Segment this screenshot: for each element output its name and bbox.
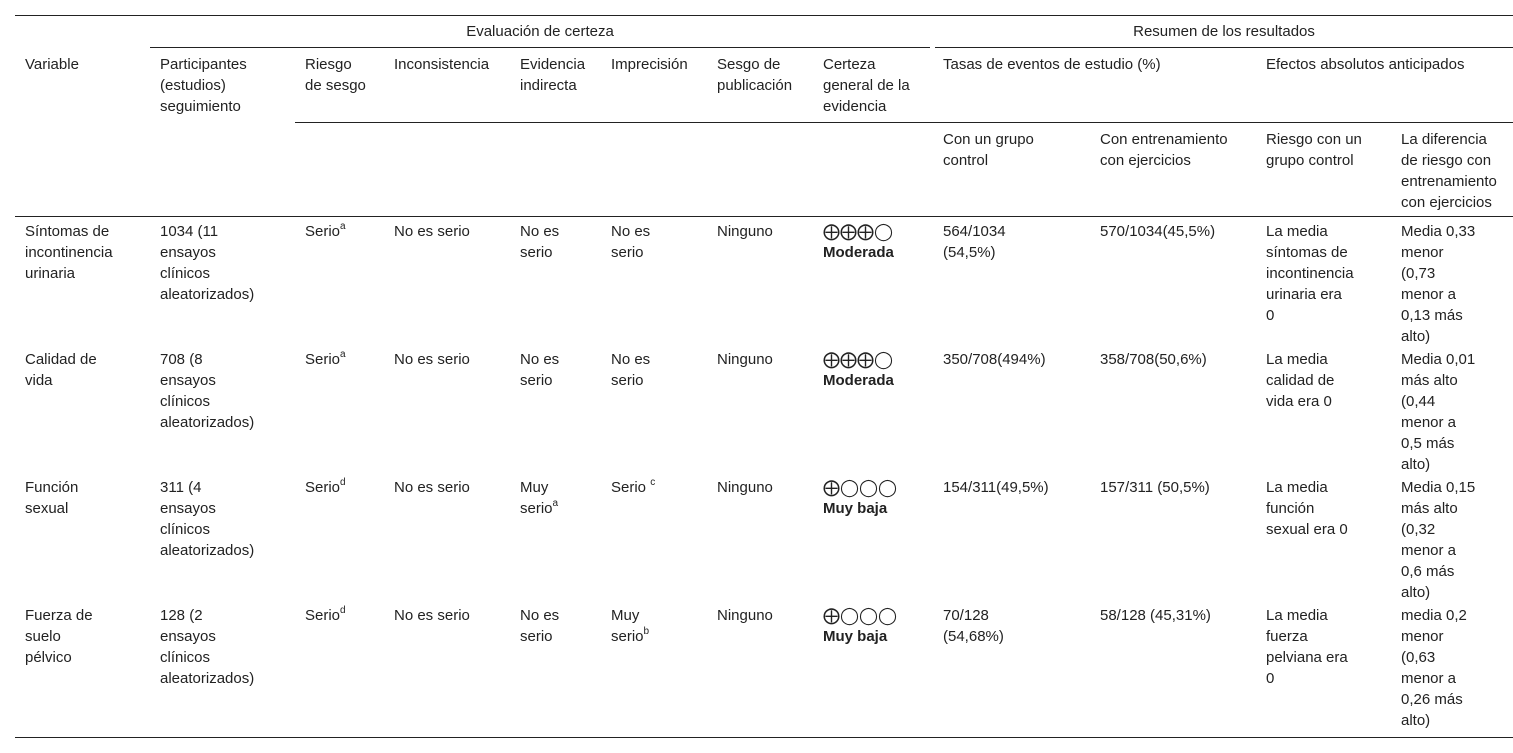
cell-indirect (520, 477, 558, 519)
cell-indirect-text: No es serio (520, 607, 560, 645)
cell-imprecision (611, 477, 655, 498)
footnote-mark: a (340, 349, 346, 360)
table-top-rule (15, 15, 1513, 16)
cell-publication-bias: Ninguno (717, 607, 773, 624)
cell-risk-control: La media fuerza pelviana era 0 (1266, 607, 1348, 687)
cell-publication-bias: Ninguno (717, 351, 773, 368)
grade-certainty-icons: ⨁⨁⨁◯ (823, 222, 894, 241)
cell-control-rate: 350/708(494%) (943, 351, 1046, 368)
grade-certainty-label: Muy baja (823, 500, 888, 517)
cell-inconsistency: No es serio (394, 351, 470, 368)
table-bottom-rule (15, 737, 1513, 738)
header-indirect-evidence: Evidencia indirecta (520, 56, 586, 94)
cell-participants: 311 (4 ensayos clínicos aleatorizados) (160, 479, 255, 559)
cell-variable: Calidad de vida (25, 351, 97, 389)
header-control-group: Con un grupo control (943, 131, 1034, 169)
header-risk-of-bias: Riesgo de sesgo (305, 56, 366, 94)
cell-indirect-text: Muy serio (520, 479, 553, 517)
cell-risk-difference: Media 0,33 menor (0,73 menor a 0,13 más alto) (1401, 223, 1476, 345)
group-underline-left (150, 47, 930, 48)
footnote-mark: a (340, 221, 346, 232)
cell-risk-of-bias (305, 605, 346, 626)
grade-certainty-label: Moderada (823, 244, 894, 261)
group-underline-right (935, 47, 1513, 48)
cell-indirect (520, 349, 559, 391)
grade-certainty-icons: ⨁⨁⨁◯ (823, 350, 894, 369)
grade-certainty-icons: ⨁◯◯◯ (823, 606, 898, 625)
header-risk-difference: La diferencia de riesgo con entrenamiento con ejercicios (1401, 131, 1497, 211)
footnote-mark: c (650, 477, 656, 488)
cell-risk-control: La media función sexual era 0 (1266, 479, 1348, 538)
cell-participants: 128 (2 ensayos clínicos aleatorizados) (160, 607, 255, 687)
cell-inconsistency: No es serio (394, 223, 470, 240)
grade-certainty-icons: ⨁◯◯◯ (823, 478, 898, 497)
cell-risk-of-bias (305, 349, 346, 370)
cell-imprecision-text: No es serio (611, 351, 651, 389)
cell-control-rate: 154/311(49,5%) (943, 479, 1049, 496)
cell-inconsistency: No es serio (394, 479, 470, 496)
cell-variable: Síntomas de incontinencia urinaria (25, 223, 113, 282)
cell-risk-of-bias (305, 221, 346, 242)
cell-imprecision (611, 349, 650, 391)
header-event-rates: Tasas de eventos de estudio (%) (943, 56, 1161, 73)
cell-inconsistency: No es serio (394, 607, 470, 624)
header-participants: Participantes (estudios) seguimiento (160, 56, 247, 115)
header-inconsistency: Inconsistencia (394, 56, 490, 73)
cell-risk-difference: media 0,2 menor (0,63 menor a 0,26 más alto) (1401, 607, 1467, 729)
header-risk-control: Riesgo con un grupo control (1266, 131, 1362, 169)
cell-risk-difference: Media 0,15 más alto (0,32 menor a 0,6 más alto) (1401, 479, 1476, 601)
cell-publication-bias: Ninguno (717, 479, 773, 496)
header-absolute-effects: Efectos absolutos anticipados (1266, 56, 1465, 73)
cell-risk-text: Serio (305, 351, 341, 368)
cell-variable: Función sexual (25, 479, 79, 517)
cell-risk-control: La media calidad de vida era 0 (1266, 351, 1335, 410)
cell-risk-difference: Media 0,01 más alto (0,44 menor a 0,5 más alto) (1401, 351, 1476, 473)
cell-publication-bias: Ninguno (717, 223, 773, 240)
footnote-mark: d (340, 605, 346, 616)
cell-imprecision-text: No es serio (611, 223, 651, 261)
header-overall-certainty: Certeza general de la evidencia (823, 56, 910, 115)
header-publication-bias: Sesgo de publicación (717, 56, 793, 94)
footnote-mark: d (340, 477, 346, 488)
cell-risk-of-bias (305, 477, 346, 498)
cell-participants: 708 (8 ensayos clínicos aleatorizados) (160, 351, 255, 431)
header-imprecision: Imprecisión (611, 56, 688, 73)
cell-imprecision-text: Muy serio (611, 607, 644, 645)
cell-risk-text: Serio (305, 479, 341, 496)
cell-exercise-rate: 358/708(50,6%) (1100, 351, 1207, 368)
grade-certainty-label: Muy baja (823, 628, 888, 645)
cell-indirect (520, 605, 559, 647)
cell-variable: Fuerza de suelo pélvico (25, 607, 93, 666)
header-mid-rule (295, 122, 1513, 123)
cell-imprecision-text: Serio (611, 479, 651, 496)
header-exercise-group: Con entrenamiento con ejercicios (1100, 131, 1228, 169)
cell-risk-text: Serio (305, 223, 341, 240)
cell-exercise-rate: 58/128 (45,31%) (1100, 607, 1211, 624)
cell-indirect (520, 221, 559, 263)
footnote-mark: b (643, 626, 650, 637)
header-group-certainty: Evaluación de certeza (466, 23, 614, 40)
cell-control-rate: 564/1034 (54,5%) (943, 223, 1006, 261)
header-variable: Variable (25, 56, 79, 73)
grade-certainty-label: Moderada (823, 372, 894, 389)
cell-indirect-text: No es serio (520, 223, 560, 261)
header-group-summary: Resumen de los resultados (1133, 23, 1315, 40)
cell-risk-text: Serio (305, 607, 341, 624)
header-bottom-rule (15, 216, 1513, 217)
cell-control-rate: 70/128 (54,68%) (943, 607, 1004, 645)
cell-exercise-rate: 157/311 (50,5%) (1100, 479, 1210, 496)
footnote-mark: a (552, 498, 559, 509)
cell-indirect-text: No es serio (520, 351, 560, 389)
cell-imprecision (611, 221, 650, 263)
cell-risk-control: La media síntomas de incontinencia urinaria era 0 (1266, 223, 1354, 324)
cell-exercise-rate: 570/1034(45,5%) (1100, 223, 1216, 240)
cell-imprecision (611, 605, 649, 647)
cell-participants: 1034 (11 ensayos clínicos aleatorizados) (160, 223, 255, 303)
